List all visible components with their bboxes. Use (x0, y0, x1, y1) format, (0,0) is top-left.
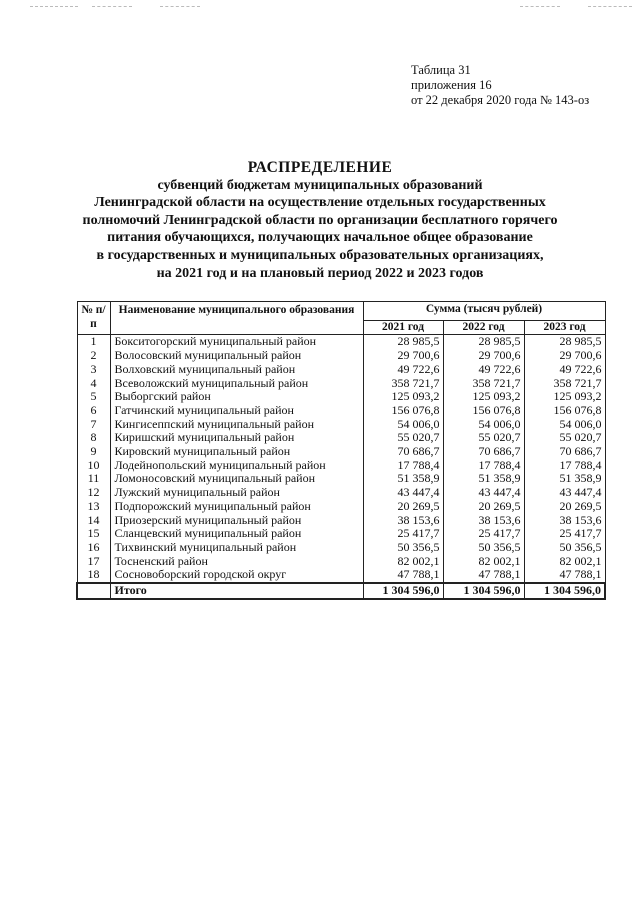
table-row (77, 418, 605, 432)
value-2023: 125 093,2 (524, 390, 605, 404)
row-number: 16 (77, 541, 110, 555)
municipality-name: Бокситогорский муниципальный район (110, 335, 363, 349)
value-2021: 49 722,6 (363, 363, 443, 377)
municipality-name: Волосовский муниципальный район (110, 349, 363, 363)
row-number: 3 (77, 363, 110, 377)
value-2022: 156 076,8 (443, 404, 524, 418)
table-row (77, 541, 605, 555)
table-row (77, 500, 605, 514)
table-row (77, 472, 605, 486)
value-2023: 70 686,7 (524, 445, 605, 459)
value-2021: 20 269,5 (363, 500, 443, 514)
table-row (77, 363, 605, 377)
row-number: 12 (77, 486, 110, 500)
value-2022: 55 020,7 (443, 431, 524, 445)
reference-appendix: приложения 16 (411, 78, 492, 92)
value-2023: 51 358,9 (524, 472, 605, 486)
value-2021: 156 076,8 (363, 404, 443, 418)
municipality-name: Выборгский район (110, 390, 363, 404)
table-row (77, 555, 605, 569)
title-heading: РАСПРЕДЕЛЕНИЕ (247, 159, 393, 176)
header-municipality: Наименование муниципального образования (110, 302, 363, 335)
municipality-name: Лужский муниципальный район (110, 486, 363, 500)
table-row (77, 514, 605, 528)
value-2023: 82 002,1 (524, 555, 605, 569)
row-number: 1 (77, 335, 110, 349)
value-2023: 38 153,6 (524, 514, 605, 528)
row-number: 2 (77, 349, 110, 363)
row-number: 4 (77, 377, 110, 391)
value-2023: 47 788,1 (524, 568, 605, 583)
scan-edge-marks (0, 6, 640, 8)
table-row (77, 527, 605, 541)
value-2022: 43 447,4 (443, 486, 524, 500)
municipality-name: Ломоносовский муниципальный район (110, 472, 363, 486)
title-line: Ленинградской области на осуществление отдельных государственных (94, 195, 546, 211)
table-row (77, 445, 605, 459)
municipality-name: Кировский муниципальный район (110, 445, 363, 459)
value-2023: 54 006,0 (524, 418, 605, 432)
title-line: в государственных и муниципальных образовательных организациях, (96, 247, 544, 263)
value-2023: 25 417,7 (524, 527, 605, 541)
document-title (0, 159, 640, 282)
value-2023: 43 447,4 (524, 486, 605, 500)
row-number: 8 (77, 431, 110, 445)
row-number: 18 (77, 568, 110, 583)
value-2021: 82 002,1 (363, 555, 443, 569)
title-line: субвенций бюджетам муниципальных образований (157, 177, 483, 193)
row-number: 13 (77, 500, 110, 514)
total-2023: 1 304 596,0 (524, 583, 605, 599)
value-2023: 358 721,7 (524, 377, 605, 391)
total-empty-cell (77, 583, 110, 599)
municipality-name: Тосненский район (110, 555, 363, 569)
value-2022: 38 153,6 (443, 514, 524, 528)
value-2021: 358 721,7 (363, 377, 443, 391)
value-2021: 70 686,7 (363, 445, 443, 459)
value-2023: 49 722,6 (524, 363, 605, 377)
value-2023: 20 269,5 (524, 500, 605, 514)
title-line: на 2021 год и на плановый период 2022 и 2023 годов (156, 265, 484, 281)
row-number: 15 (77, 527, 110, 541)
municipality-name: Киришский муниципальный район (110, 431, 363, 445)
table-row (77, 486, 605, 500)
value-2021: 25 417,7 (363, 527, 443, 541)
total-2021: 1 304 596,0 (363, 583, 443, 599)
row-number: 14 (77, 514, 110, 528)
value-2021: 38 153,6 (363, 514, 443, 528)
table-row (77, 568, 605, 583)
municipality-name: Волховский муниципальный район (110, 363, 363, 377)
header-year-2022: 2022 год (443, 320, 524, 335)
value-2023: 50 356,5 (524, 541, 605, 555)
value-2021: 28 985,5 (363, 335, 443, 349)
value-2022: 54 006,0 (443, 418, 524, 432)
value-2022: 28 985,5 (443, 335, 524, 349)
value-2022: 47 788,1 (443, 568, 524, 583)
reference-law-date: от 22 декабря 2020 года № 143-оз (411, 93, 590, 107)
municipality-name: Кингисеппский муниципальный район (110, 418, 363, 432)
value-2023: 55 020,7 (524, 431, 605, 445)
municipality-name: Гатчинский муниципальный район (110, 404, 363, 418)
value-2021: 54 006,0 (363, 418, 443, 432)
municipality-name: Подпорожский муниципальный район (110, 500, 363, 514)
table-body (77, 335, 605, 583)
value-2022: 25 417,7 (443, 527, 524, 541)
value-2022: 50 356,5 (443, 541, 524, 555)
value-2022: 20 269,5 (443, 500, 524, 514)
row-number: 9 (77, 445, 110, 459)
value-2022: 358 721,7 (443, 377, 524, 391)
table-row (77, 404, 605, 418)
table-row (77, 377, 605, 391)
value-2022: 17 788,4 (443, 459, 524, 473)
value-2023: 28 985,5 (524, 335, 605, 349)
title-line: питания обучающихся, получающих начальное общее образование (107, 230, 533, 246)
value-2023: 17 788,4 (524, 459, 605, 473)
row-number: 6 (77, 404, 110, 418)
title-line: полномочий Ленинградской области по организации бесплатного горячего (82, 212, 558, 228)
value-2021: 17 788,4 (363, 459, 443, 473)
header-year-2023: 2023 год (524, 320, 605, 335)
municipality-name: Всеволожский муниципальный район (110, 377, 363, 391)
table-row (77, 431, 605, 445)
value-2021: 29 700,6 (363, 349, 443, 363)
municipality-name: Лодейнопольский муниципальный район (110, 459, 363, 473)
value-2021: 47 788,1 (363, 568, 443, 583)
table-row (77, 390, 605, 404)
total-row (77, 583, 605, 599)
municipality-name: Сланцевский муниципальный район (110, 527, 363, 541)
row-number: 7 (77, 418, 110, 432)
value-2021: 55 020,7 (363, 431, 443, 445)
header-year-2021: 2021 год (363, 320, 443, 335)
value-2021: 43 447,4 (363, 486, 443, 500)
reference-table-number: Таблица 31 (411, 63, 471, 77)
value-2022: 51 358,9 (443, 472, 524, 486)
table-row (77, 459, 605, 473)
value-2023: 156 076,8 (524, 404, 605, 418)
row-number: 11 (77, 472, 110, 486)
value-2022: 70 686,7 (443, 445, 524, 459)
value-2023: 29 700,6 (524, 349, 605, 363)
municipality-name: Сосновоборский городской округ (110, 568, 363, 583)
row-number: 5 (77, 390, 110, 404)
value-2022: 82 002,1 (443, 555, 524, 569)
value-2022: 29 700,6 (443, 349, 524, 363)
value-2022: 125 093,2 (443, 390, 524, 404)
table-reference (411, 63, 589, 108)
total-2022: 1 304 596,0 (443, 583, 524, 599)
header-sum: Сумма (тысяч рублей) (363, 302, 605, 321)
value-2021: 51 358,9 (363, 472, 443, 486)
value-2022: 49 722,6 (443, 363, 524, 377)
table-row (77, 349, 605, 363)
header-row-number: № п/п (77, 302, 110, 335)
row-number: 17 (77, 555, 110, 569)
value-2021: 125 093,2 (363, 390, 443, 404)
value-2021: 50 356,5 (363, 541, 443, 555)
subvention-table (76, 301, 606, 600)
municipality-name: Приозерский муниципальный район (110, 514, 363, 528)
row-number: 10 (77, 459, 110, 473)
municipality-name: Тихвинский муниципальный район (110, 541, 363, 555)
total-label: Итого (110, 583, 363, 599)
table-row (77, 335, 605, 349)
